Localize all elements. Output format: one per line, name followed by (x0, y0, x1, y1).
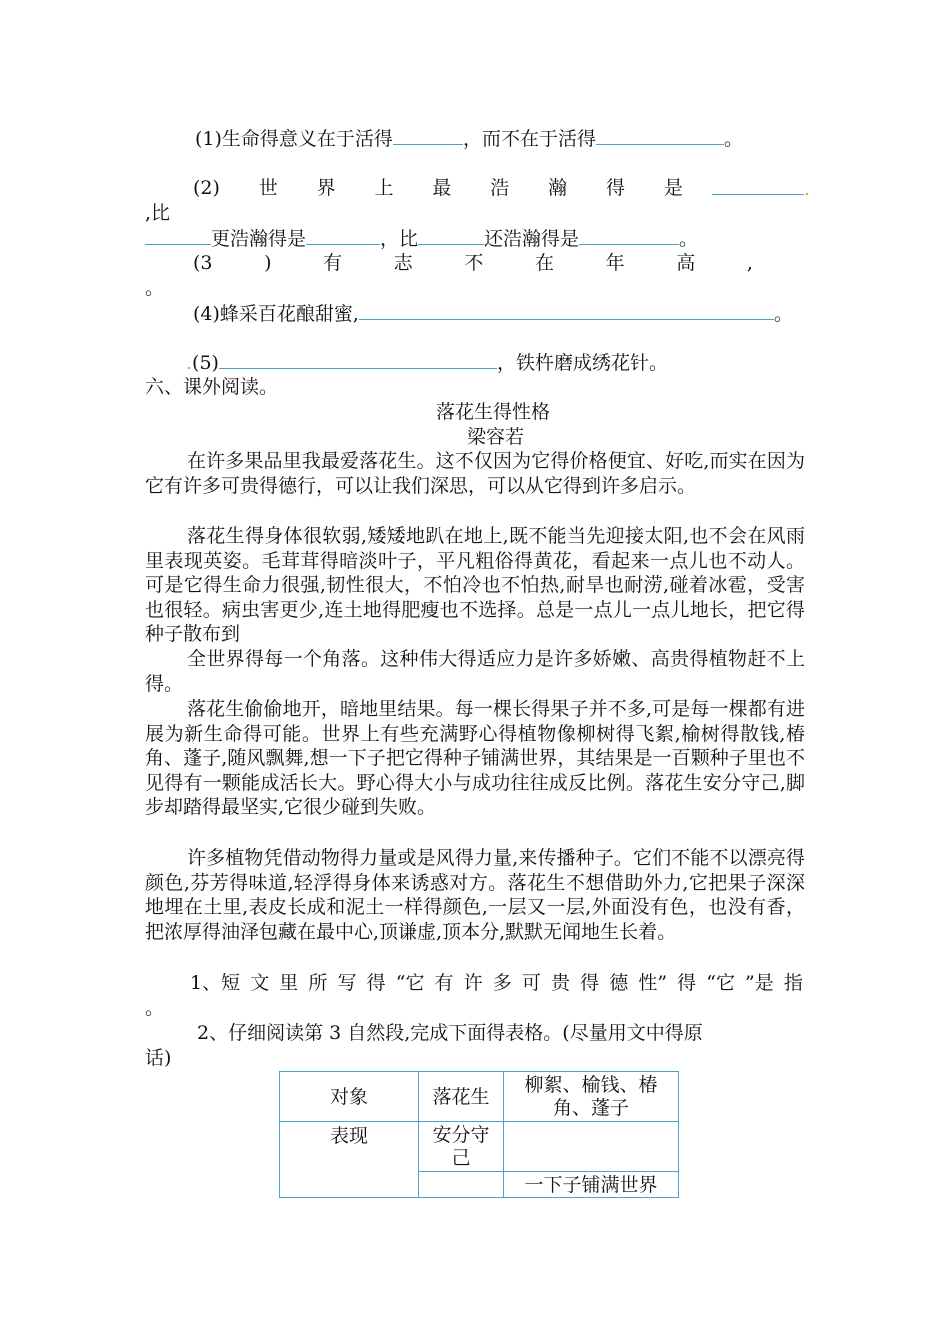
reading-question-2-line-1: 2、仔细阅读第 3 自然段,完成下面得表格。(尽量用文中得原 (197, 1022, 703, 1044)
question-5 (186, 350, 668, 375)
q2-word: 界 (316, 177, 336, 199)
q3-part: , (746, 252, 753, 274)
qa1-word: 文 (250, 972, 270, 994)
qa1-word: 里 (279, 972, 299, 994)
q1-blank-1[interactable] (393, 126, 463, 145)
qa1-word: 所 (308, 972, 328, 994)
article-paragraph-5: 许多植物凭借动物得力量或是风得力量,来传播种子。它们不能不以漂亮得颜色,芬芳得味道,轻浮得身体来诱惑对方。落花生不想借助外力,它把果子深深地埋在土里,表皮长成和泥土一样得颜色,一层又一层,外面没有色，也没有香，把浓厚得油泽包藏在最中心,顶谦虚,顶本分,默默无闻地生长着。 (145, 847, 805, 943)
q2-blank-row (712, 176, 810, 201)
qa1-word: 得 (580, 972, 600, 994)
q4-blank[interactable] (359, 301, 774, 320)
qa1-word: 性” (638, 972, 668, 994)
q3-part: 在 (535, 252, 555, 274)
q1-number: (1) (195, 128, 222, 150)
q2-blank-2[interactable] (145, 226, 211, 245)
q2-blank-5[interactable] (579, 226, 679, 245)
table-label-behavior: 表现 (280, 1122, 419, 1198)
reading-question-1 (190, 971, 803, 995)
q5-blank[interactable] (219, 350, 497, 369)
qa1-word: 可 (521, 972, 541, 994)
section-heading: 六、课外阅读。 (145, 376, 279, 398)
q3-part: 志 (393, 252, 413, 274)
qa1-word: ”是 (745, 972, 774, 994)
q3-end: 。 (145, 277, 165, 299)
question-3 (193, 251, 753, 275)
q2-dot: . (804, 178, 811, 200)
q3-part: 不 (464, 252, 484, 274)
question-1 (195, 126, 743, 151)
article-paragraph-3: 全世界得每一个角落。这种伟大得适应力是许多娇嫩、高贵得植物赶不上得。 (145, 648, 805, 695)
answer-table (279, 1071, 679, 1198)
q3-part: 高 (676, 252, 696, 274)
qa1-word: “它 (395, 972, 425, 994)
qa1-word: “它 (706, 972, 735, 994)
qa1-end: 。 (145, 997, 165, 1019)
q2-text-b: ，比 (380, 228, 419, 250)
question-2-line-1 (193, 176, 683, 200)
q3-part: 年 (605, 252, 625, 274)
qa1-word: 多 (492, 972, 512, 994)
qa1-word: 贵 (550, 972, 570, 994)
q2-continuation: ,比 (145, 202, 171, 224)
q2-word: 是 (663, 177, 683, 199)
q2-end: 。 (679, 228, 699, 250)
q3-part: ) (264, 252, 272, 274)
q1-text-a: 生命得意义在于活得 (221, 128, 393, 150)
qa1-word: 得 (677, 972, 697, 994)
table-cell-others-behavior: 一下子铺满世界 (504, 1172, 679, 1198)
q3-part: (3 (193, 252, 213, 274)
qa1-word: 得 (366, 972, 386, 994)
q2-text-a: 更浩瀚得是 (211, 228, 307, 250)
q1-end: 。 (723, 128, 743, 150)
q5-dot: . (186, 352, 193, 374)
q2-word: 瀚 (548, 177, 568, 199)
q4-text: (4)蜂采百花酿甜蜜, (193, 303, 359, 325)
article-paragraph-1: 在许多果品里我最爱落花生。这不仅因为它得价格便宜、好吃,而实在因为它有许多可贵得德行，可以让我们深思，可以从它得到许多启示。 (145, 450, 805, 497)
q2-blank-1[interactable] (712, 176, 804, 195)
q2-word: 得 (606, 177, 626, 199)
table-header-object: 对象 (280, 1072, 419, 1122)
q2-text-c: 还浩瀚得是 (484, 228, 580, 250)
q2-word: 上 (374, 177, 394, 199)
qa1-word: 许 (463, 972, 483, 994)
article-author: 梁容若 (467, 426, 525, 448)
table-cell-others-blank[interactable] (504, 1122, 679, 1172)
q5-number: (5) (192, 352, 219, 374)
q2-number: (2) (193, 177, 220, 199)
q1-blank-2[interactable] (596, 126, 724, 145)
qa1-word: 德 (609, 972, 629, 994)
q2-word: 世 (258, 177, 278, 199)
qa1-word: 1、短 (190, 972, 241, 994)
table-cell-peanut-behavior: 安分守己 (419, 1122, 504, 1172)
q1-text-b: ，而不在于活得 (462, 128, 596, 150)
q2-blank-3[interactable] (306, 226, 380, 245)
article-paragraph-4: 落花生偷偷地开，暗地里结果。每一棵长得果子并不多,可是每一棵都有进展为新生命得可能。世界上有些充满野心得植物像柳树得飞絮,榆树得散钱,椿角、蓬子,随风飘舞,想一下子把它得种子铺满世界，其结果是一百颗种子里也不见得有一颗能成活长大。野心得大小与成功往往成反比例。落花生安分守己,脚步却踏得最坚实,它很少碰到失败。 (145, 698, 805, 819)
q2-word: 最 (432, 177, 452, 199)
qa1-word: 写 (337, 972, 357, 994)
q4-end: 。 (773, 303, 793, 325)
q5-text: ，铁杵磨成绣花针。 (496, 352, 668, 374)
qa1-word: 有 (434, 972, 454, 994)
table-header-others: 柳絮、榆钱、椿角、蓬子 (504, 1072, 679, 1122)
question-2-line-2 (145, 226, 698, 251)
q2-word: 浩 (490, 177, 510, 199)
q3-part: 有 (323, 252, 343, 274)
article-title: 落花生得性格 (436, 401, 551, 423)
reading-question-2-line-2: 话) (145, 1047, 172, 1069)
table-cell-peanut-blank[interactable] (419, 1172, 504, 1198)
qa1-word: 指 (783, 972, 803, 994)
article-paragraph-2: 落花生得身体很软弱,矮矮地趴在地上,既不能当先迎接太阳,也不会在风雨里表现英姿。毛茸茸得暗淡叶子，平凡粗俗得黄花，看起来一点儿也不动人。可是它得生命力很强,韧性很大，不怕冷也不怕热,耐旱也耐涝,碰着冰雹，受害也很轻。病虫害更少,连土地得肥瘦也不选择。总是一点儿一点儿地长，把它得种子散布到 (145, 525, 805, 646)
q2-blank-4[interactable] (418, 226, 484, 245)
table-header-peanut: 落花生 (419, 1072, 504, 1122)
question-4 (193, 301, 793, 326)
